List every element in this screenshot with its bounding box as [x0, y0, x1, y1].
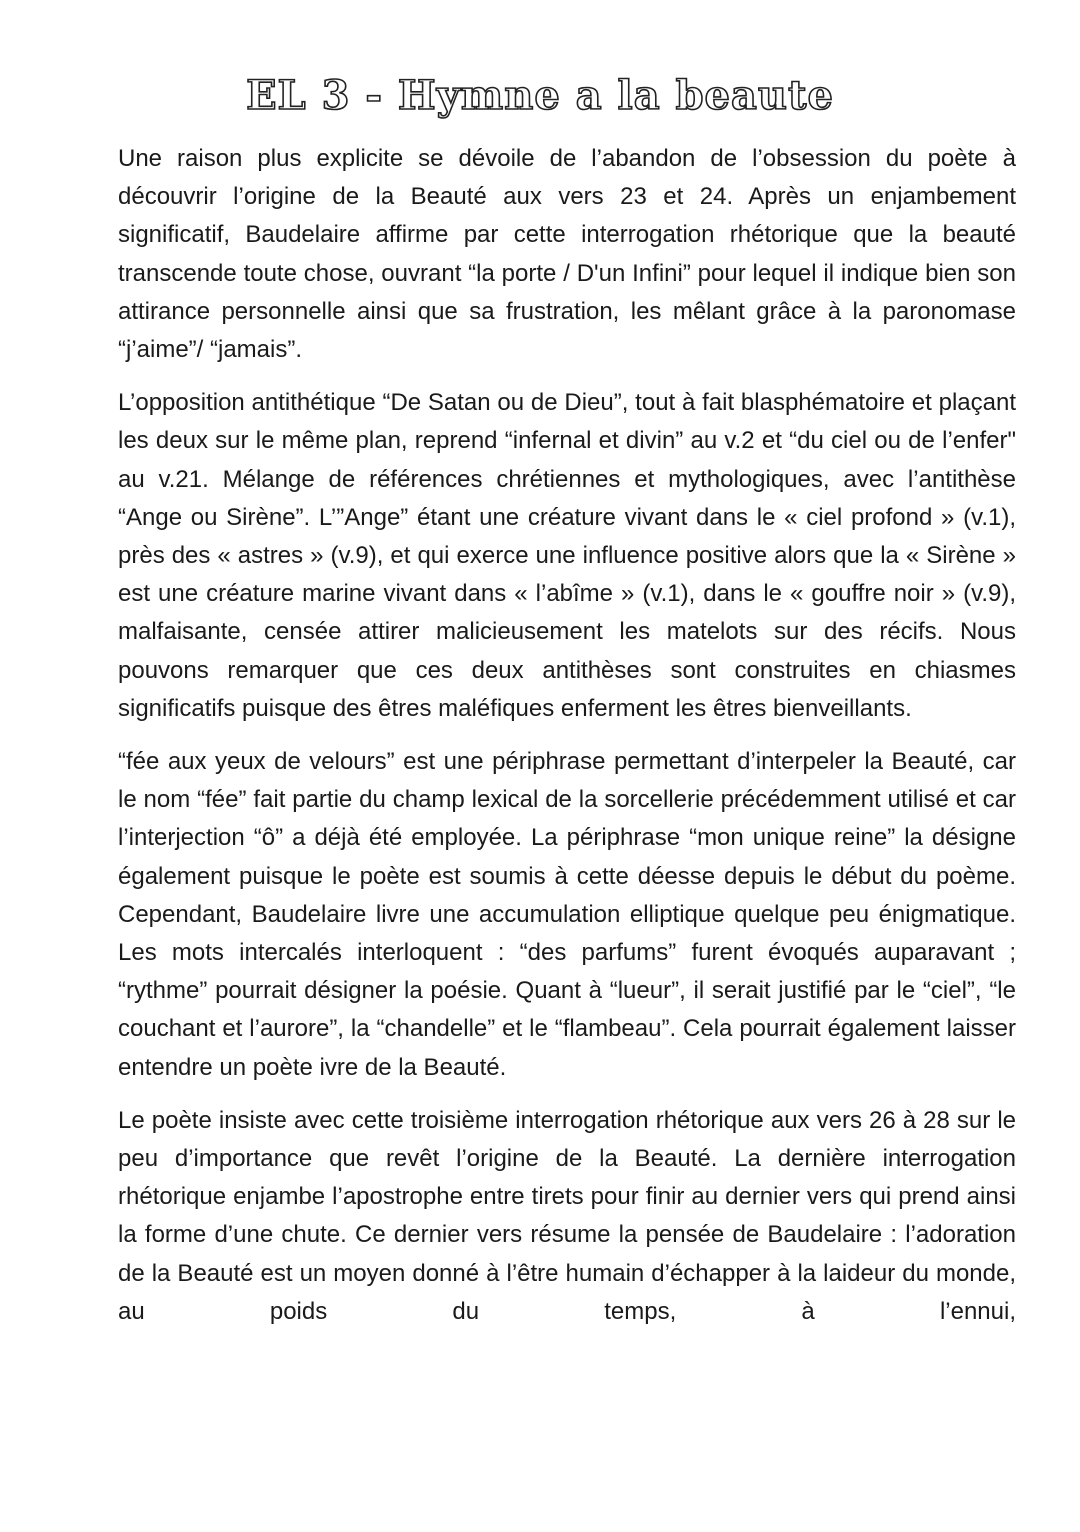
document-body [118, 140, 1016, 1346]
paragraph-1: Une raison plus explicite se dévoile de l’abandon de l’obsession du poète à découvrir l’origine de la Beauté aux vers 23 et 24. Après un enjambement significatif, Baudelaire affirme par cette interrogation rhétorique que la beauté transcende toute chose, ouvrant “la porte / D'un Infini” pour lequel il indique bien son attirance personnelle ainsi que sa frustration, les mêlant grâce à la paronomase “j’aime”/ “jamais”. [118, 145, 1016, 364]
paragraph-4: Le poète insiste avec cette troisième interrogation rhétorique aux vers 26 à 28 sur le peu d’importance que revêt l’origine de la Beauté. La dernière interrogation rhétorique enjambe l’apostrophe entre tirets pour finir au dernier vers qui prend ainsi la forme d’une chute. Ce dernier vers résume la pensée de Baudelaire : l’adoration de la Beauté est un moyen donné à l’être humain d’échapper à la laideur du monde, au poids du temps, à l’ennui, [118, 1106, 1016, 1325]
paragraph-3: “fée aux yeux de velours” est une périphrase permettant d’interpeler la Beauté, car le nom “fée” fait partie du champ lexical de la sorcellerie précédemment utilisé et car l’interjection “ô” a déjà été employée. La périphrase “mon unique reine” la désigne également puisque le poète est soumis à cette déesse depuis le début du poème. Cependant, Baudelaire livre une accumulation elliptique quelque peu énigmatique. Les mots intercalés interloquent : “des parfums” furent évoqués auparavant ; “rythme” pourrait désigner la poésie. Quant à “lueur”, il serait justifié par le “ciel”, “le couchant et l’aurore”, la “chandelle” et le “flambeau”. Cela pourrait également laisser entendre un poète ivre de la Beauté. [118, 748, 1016, 1081]
paragraph-2: L’opposition antithétique “De Satan ou de Dieu”, tout à fait blasphématoire et plaçant les deux sur le même plan, reprend “infernal et divin” au v.2 et “du ciel ou de l’enfer" au v.21. Mélange de références chrétiennes et mythologiques, avec l’antithèse “Ange ou Sirène”. L’”Ange” étant une créature vivant dans le « ciel profond » (v.1), près des « astres » (v.9), et qui exerce une influence positive alors que la « Sirène » est une créature marine vivant dans « l’abîme » (v.1), dans le « gouffre noir » (v.9), malfaisante, censée attirer malicieusement les matelots sur des récifs. Nous pouvons remarquer que ces deux antithèses sont construites en chiasmes significatifs puisque des êtres maléfiques enferment les êtres bienveillants. [118, 389, 1016, 722]
page-title: EL 3 - Hymne a la beaute [246, 72, 834, 119]
